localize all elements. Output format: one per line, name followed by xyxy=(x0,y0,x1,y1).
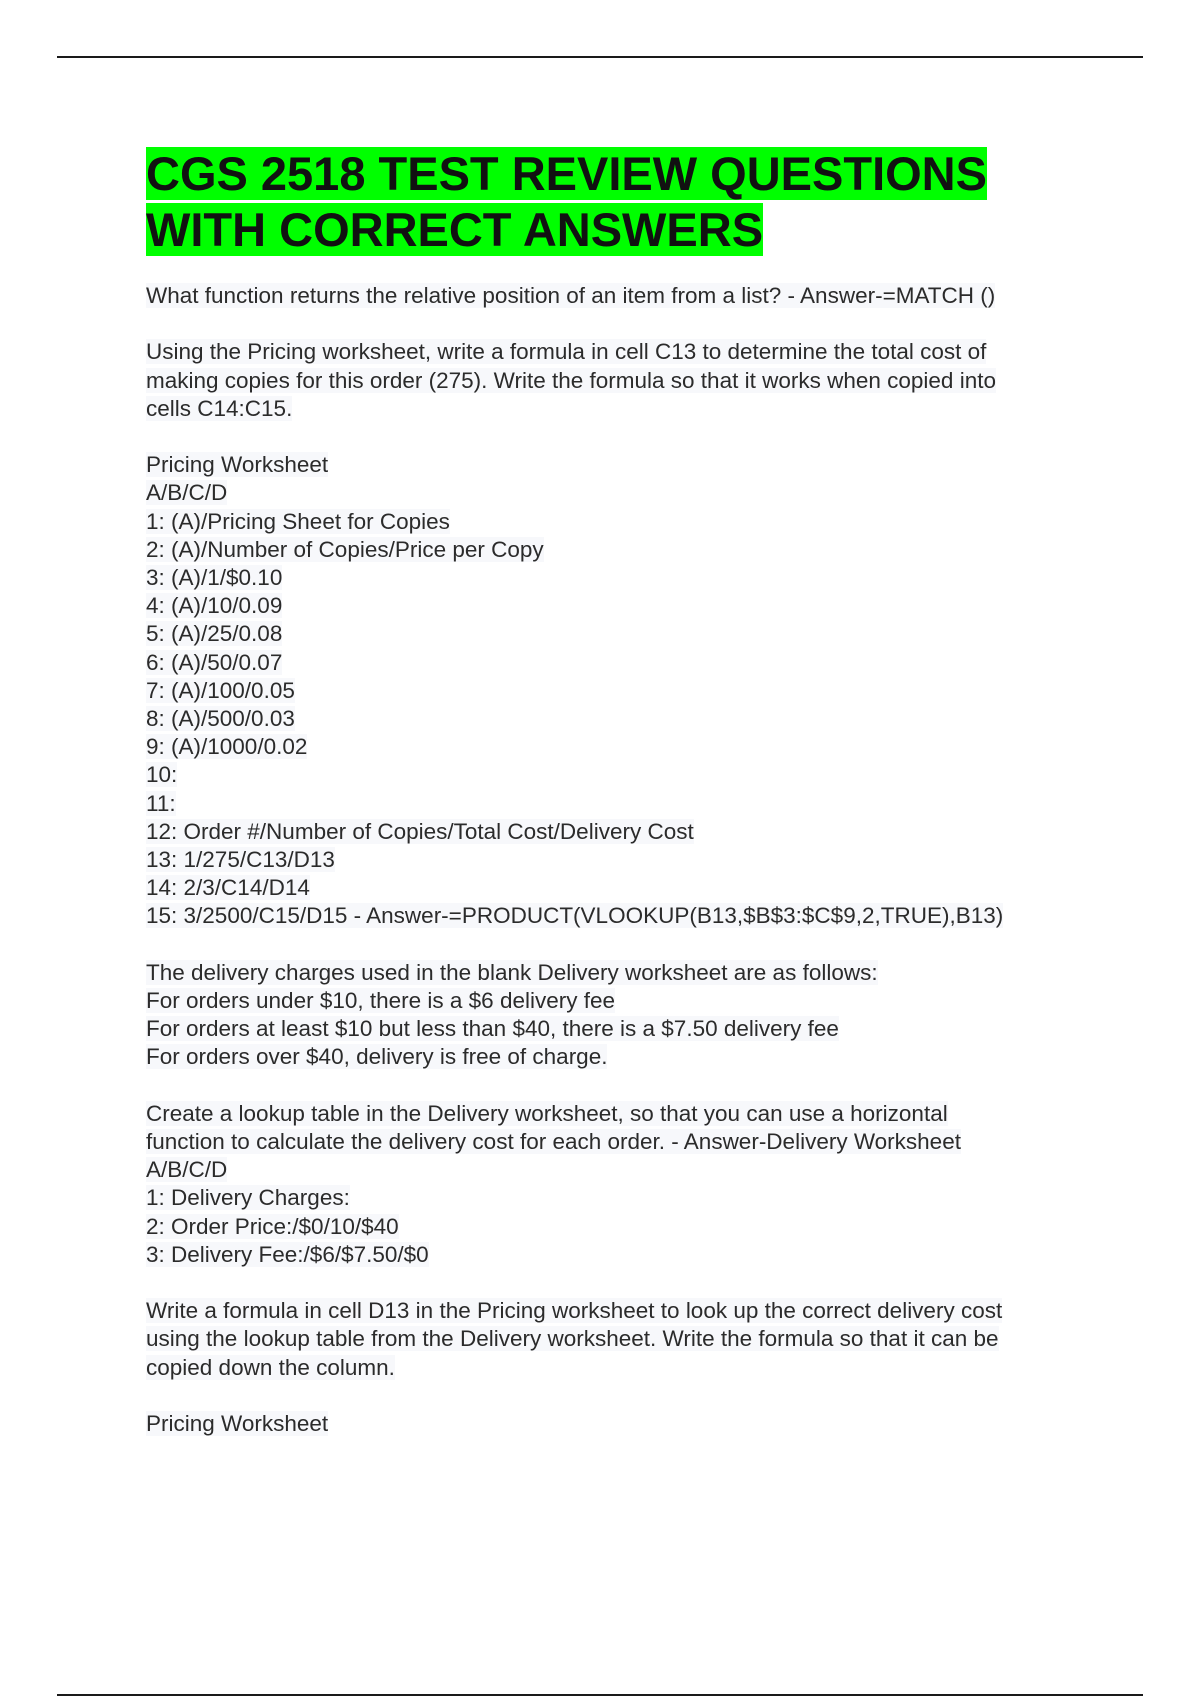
text-line xyxy=(146,1354,1086,1382)
text-line xyxy=(146,536,1086,564)
text-line-content: 15: 3/2500/C15/D15 - Answer-=PRODUCT(VLOOKUP(B13,$B$3:$C$9,2,TRUE),B13) xyxy=(146,903,1004,929)
text-line xyxy=(146,902,1086,930)
text-line xyxy=(146,818,1086,846)
text-line xyxy=(146,1128,1086,1156)
text-line xyxy=(146,1410,1086,1438)
text-line-content: 3: (A)/1/$0.10 xyxy=(146,565,283,590)
text-line xyxy=(146,282,1086,310)
text-line xyxy=(146,959,1086,987)
text-line-content: Pricing Worksheet xyxy=(146,452,329,478)
question-paragraph xyxy=(146,959,1086,1072)
text-line-content: 1: (A)/Pricing Sheet for Copies xyxy=(146,508,450,534)
text-line xyxy=(146,1241,1086,1269)
document-title xyxy=(146,146,1086,258)
text-line-content: 14: 2/3/C14/D14 xyxy=(146,875,310,901)
text-line-content: 7: (A)/100/0.05 xyxy=(146,677,295,703)
question-list xyxy=(146,282,1086,1438)
text-line xyxy=(146,1156,1086,1184)
text-line-content: 5: (A)/25/0.08 xyxy=(146,621,283,647)
text-line xyxy=(146,1100,1086,1128)
text-line xyxy=(146,620,1086,648)
text-line xyxy=(146,987,1086,1015)
question-paragraph xyxy=(146,451,1086,930)
text-line-content: For orders at least $10 but less than $40, there is a $7.50 delivery fee xyxy=(146,1016,839,1042)
text-line-content: 1: Delivery Charges: xyxy=(146,1185,350,1211)
text-line-content: Write a formula in cell D13 in the Pricing worksheet to look up the correct delivery cost xyxy=(146,1298,1003,1324)
text-line-content: 2: Order Price:/$0/10/$40 xyxy=(146,1213,399,1239)
title-line: CGS 2518 TEST REVIEW QUESTIONS xyxy=(146,147,987,200)
text-line-content: 10: xyxy=(146,762,178,788)
text-line-content: 8: (A)/500/0.03 xyxy=(146,706,295,732)
document-body xyxy=(146,146,1086,1466)
title-line: WITH CORRECT ANSWERS xyxy=(146,203,764,256)
text-line-content: 6: (A)/50/0.07 xyxy=(146,649,283,675)
text-line xyxy=(146,564,1086,592)
text-line xyxy=(146,1184,1086,1212)
question-paragraph xyxy=(146,1410,1086,1438)
text-line-content: 4: (A)/10/0.09 xyxy=(146,593,283,619)
text-line-content: The delivery charges used in the blank Delivery worksheet are as follows: xyxy=(146,959,878,985)
text-line xyxy=(146,1043,1086,1071)
text-line xyxy=(146,761,1086,789)
text-line xyxy=(146,1213,1086,1241)
text-line xyxy=(146,338,1086,366)
text-line xyxy=(146,874,1086,902)
text-line xyxy=(146,790,1086,818)
text-line xyxy=(146,649,1086,677)
text-line xyxy=(146,451,1086,479)
text-line-content: Pricing Worksheet xyxy=(146,1411,329,1437)
question-paragraph xyxy=(146,1297,1086,1382)
text-line-content: 3: Delivery Fee:/$6/$7.50/$0 xyxy=(146,1241,429,1267)
text-line-content: 9: (A)/1000/0.02 xyxy=(146,734,308,760)
text-line xyxy=(146,592,1086,620)
text-line-content: Create a lookup table in the Delivery worksheet, so that you can use a horizontal xyxy=(146,1100,948,1126)
text-line xyxy=(146,508,1086,536)
text-line-content: using the lookup table from the Delivery worksheet. Write the formula so that it can be xyxy=(146,1326,999,1352)
text-line xyxy=(146,367,1086,395)
text-line-content: function to calculate the delivery cost for each order. - Answer-Delivery Worksheet xyxy=(146,1129,961,1155)
text-line-content: A/B/C/D xyxy=(146,1157,228,1183)
text-line-content: A/B/C/D xyxy=(146,480,228,506)
text-line xyxy=(146,733,1086,761)
text-line-content: 11: xyxy=(146,790,176,816)
text-line-content: copied down the column. xyxy=(146,1354,395,1380)
bottom-rule xyxy=(57,1694,1143,1696)
text-line-content: For orders over $40, delivery is free of charge. xyxy=(146,1044,608,1070)
text-line-content: Using the Pricing worksheet, write a formula in cell C13 to determine the total cost of xyxy=(146,339,987,365)
text-line xyxy=(146,479,1086,507)
text-line xyxy=(146,395,1086,423)
question-paragraph xyxy=(146,338,1086,423)
text-line-content: For orders under $10, there is a $6 delivery fee xyxy=(146,988,616,1014)
text-line-content: making copies for this order (275). Write the formula so that it works when copied into xyxy=(146,367,996,393)
text-line-content: cells C14:C15. xyxy=(146,395,293,421)
question-paragraph xyxy=(146,282,1086,310)
text-line xyxy=(146,1015,1086,1043)
top-rule xyxy=(57,56,1143,58)
text-line-content: What function returns the relative position of an item from a list? - Answer-=MATCH () xyxy=(146,283,996,308)
text-line xyxy=(146,677,1086,705)
text-line-content: 12: Order #/Number of Copies/Total Cost/Delivery Cost xyxy=(146,818,694,844)
text-line-content: 2: (A)/Number of Copies/Price per Copy xyxy=(146,536,544,562)
text-line-content: 13: 1/275/C13/D13 xyxy=(146,847,335,873)
text-line xyxy=(146,1297,1086,1325)
text-line xyxy=(146,705,1086,733)
text-line xyxy=(146,846,1086,874)
text-line xyxy=(146,1325,1086,1353)
question-paragraph xyxy=(146,1100,1086,1269)
